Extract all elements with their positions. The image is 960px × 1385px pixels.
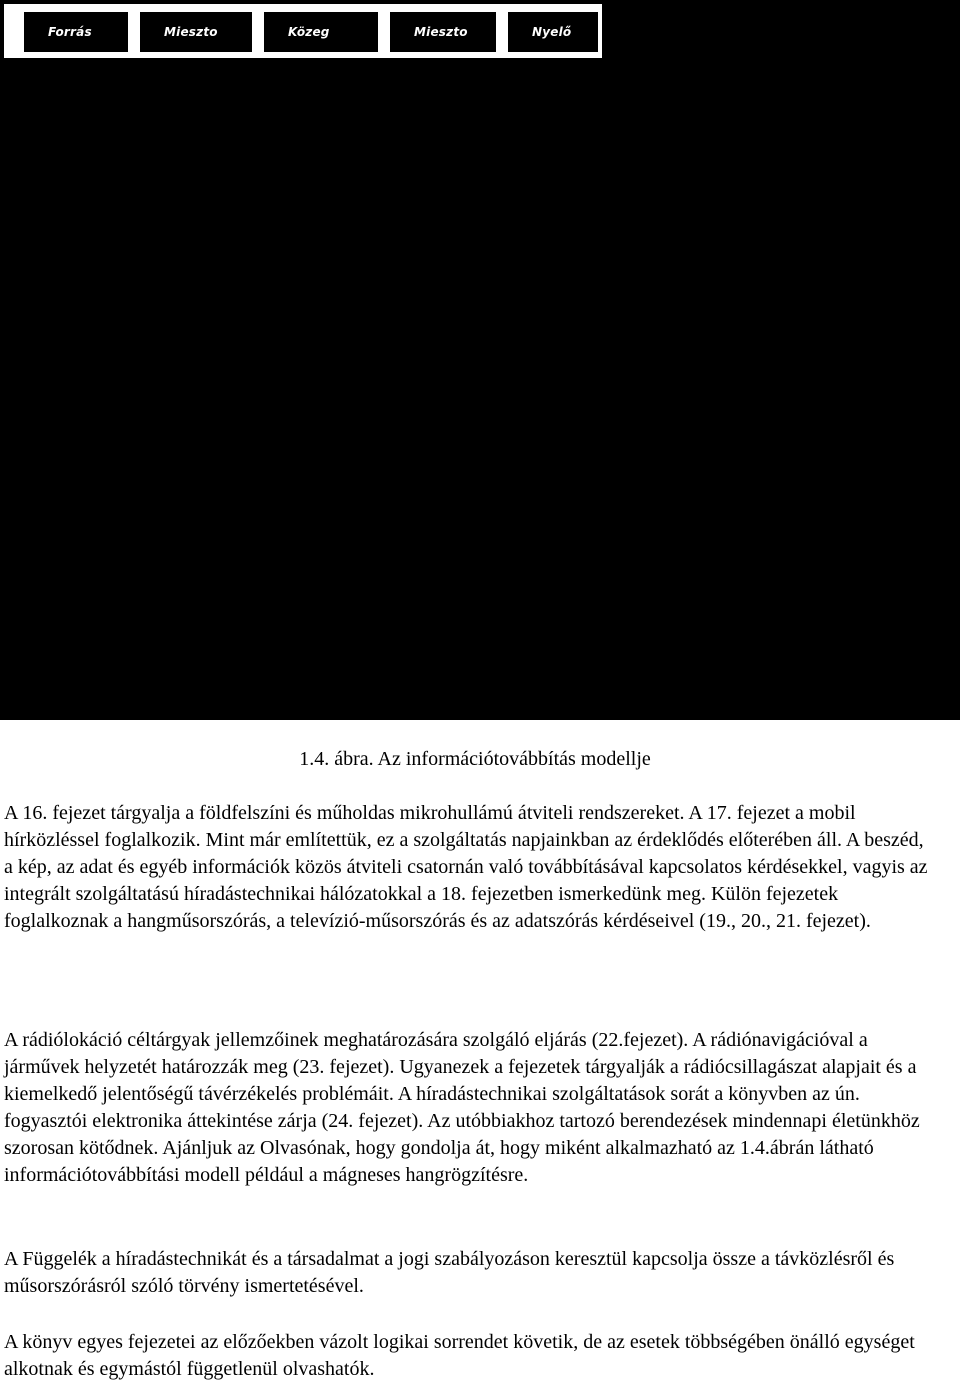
- receiver-label: Mieszto: [414, 25, 468, 39]
- receiver-box: [390, 12, 496, 52]
- figure-caption-text: 1.4. ábra. Az információtovábbítás modellje: [299, 748, 651, 770]
- paragraph-1: A 16. fejezet tárgyalja a földfelszíni és műholdas mikrohullámú átviteli rendszereket. A 17. fejezet a mobil hírközléssel foglalkozik. Mint már említettük, ez a szolgáltatás napjainkban az érdeklődés előterében áll. A beszéd, a kép, az adat és egyéb információk közös átviteli csatornán való továbbításával kapcsolatos kérdésekkel, vagyis az integrált szolgáltatású híradástechnikai hálózatokkal a 18. fejezetben ismerkedünk meg. Külön fejezetek foglalkoznak a hangműsorszórás, a televízió-műsorszórás és az adatszórás kérdéseivel (19., 20., 21. fejezet).: [4, 802, 928, 932]
- source-label: Forrás: [48, 25, 92, 39]
- medium-box: [264, 12, 378, 52]
- transmitter-label: Mieszto: [164, 25, 218, 39]
- source-box: [24, 12, 128, 52]
- medium-label: Közeg: [288, 25, 330, 39]
- model-diagram-strip: [4, 4, 602, 58]
- figure-caption: [0, 748, 960, 771]
- paragraph-2: A rádiólokáció céltárgyak jellemzőinek meghatározására szolgáló eljárás (22.fejezet). A rádiónavigációval a járművek helyzetét határozzák meg (23. fejezet). Ugyanezek a fejezetek tárgyalják a rádiócsillagászat alapjait és a kiemelkedő jelentőségű távérzékelés problémáit. A híradástechnikai szolgáltatások sorát a könyvben az ún. fogyasztói elektronika áttekintése zárja (24. fejezet). Az utóbbiakhoz tartozó berendezések mindennapi életünkhöz szorosan kötődnek. Ajánljuk az Olvasónak, hogy gondolja át, hogy miként alkalmazható az 1.4.ábrán látható információtovábbítási modell például a mágneses hangrögzítésre.: [4, 1029, 920, 1186]
- paragraph-3: A Függelék a híradástechnikát és a társadalmat a jogi szabályozáson keresztül kapcsolja össze a távközlésről és műsorszórásról szóló törvény ismertetésével.: [4, 1248, 895, 1297]
- paragraph-4: A könyv egyes fejezetei az előzőekben vázolt logikai sorrendet követik, de az esetek többségében önálló egységet alkotnak és egymástól függetlenül olvashatók.: [4, 1331, 915, 1380]
- sink-label: Nyelő: [532, 25, 572, 39]
- sink-box: [508, 12, 598, 52]
- transmitter-box: [140, 12, 252, 52]
